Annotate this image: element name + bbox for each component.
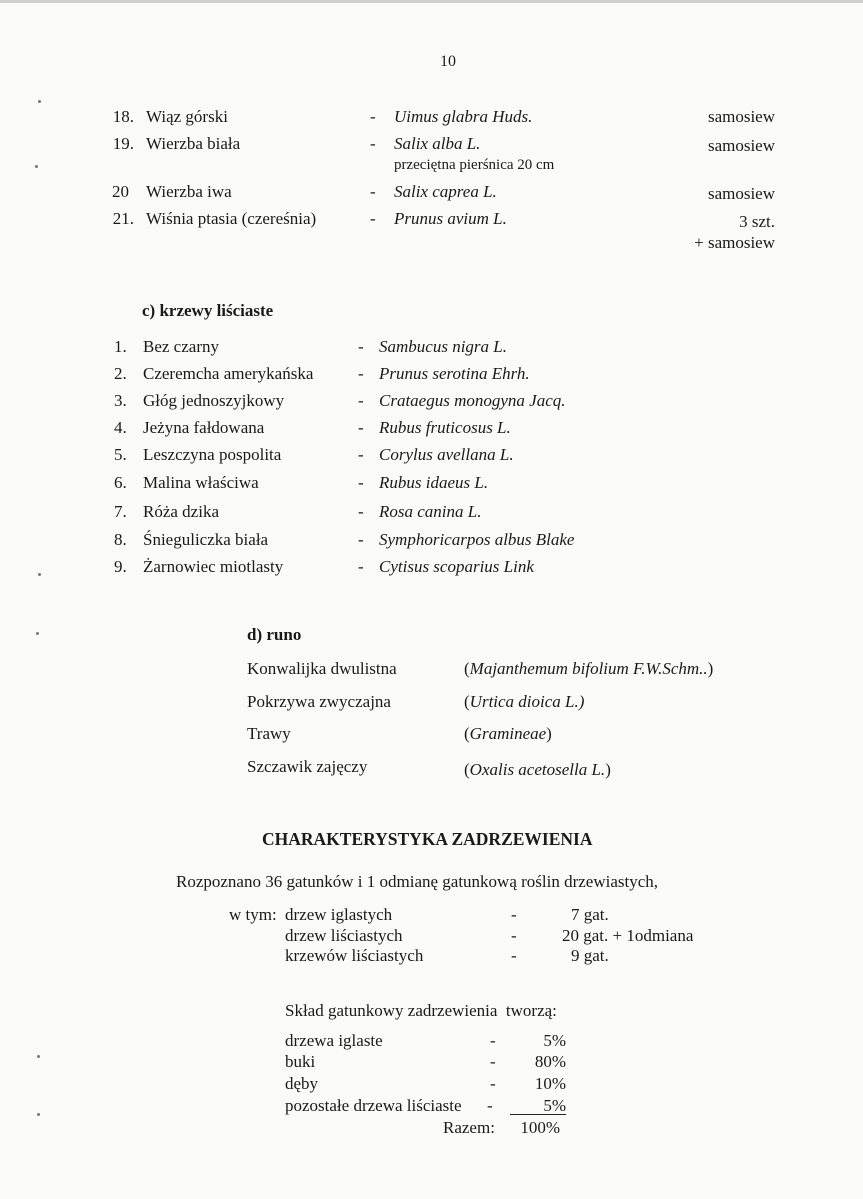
tree-dash: -	[370, 182, 376, 201]
composition-dash: -	[487, 1096, 493, 1115]
tree-status: samosiew	[707, 107, 775, 126]
composition-value: 10%	[534, 1074, 566, 1093]
summary-dash: -	[511, 946, 517, 965]
shrub-latin: Prunus serotina Ehrh.	[379, 364, 530, 383]
runo-latin-line	[464, 692, 584, 712]
runo-latin: Gramineae	[469, 724, 547, 743]
shrub-name: Czeremcha amerykańska	[143, 364, 314, 383]
summary-label: krzewów liściastych	[285, 946, 424, 965]
summary-dash: -	[511, 905, 517, 924]
runo-latin: Urtica dioica L.)	[469, 692, 585, 711]
shrub-num: 2.	[114, 364, 127, 383]
runo-latin-line	[464, 760, 611, 780]
shrub-num: 3.	[114, 391, 127, 410]
shrub-dash: -	[358, 418, 364, 437]
paren-close: )	[707, 659, 714, 678]
shrub-latin: Cytisus scoparius Link	[379, 557, 534, 576]
shrub-name: Jeżyna fałdowana	[143, 418, 265, 437]
paren-open: (	[464, 760, 470, 779]
shrub-dash: -	[358, 445, 364, 464]
composition-value: 5%	[543, 1096, 566, 1115]
runo-latin: Oxalis acetosella L.	[469, 760, 606, 779]
section-heading: CHARAKTERYSTYKA ZADRZEWIENIA	[262, 829, 593, 849]
tree-latin: Prunus avium L.	[394, 209, 507, 228]
summary-wtym: w tym:	[229, 905, 277, 924]
runo-name: Trawy	[247, 724, 291, 743]
shrub-latin: Symphoricarpos albus Blake	[379, 530, 575, 549]
shrub-dash: -	[358, 530, 364, 549]
shrub-dash: -	[358, 364, 364, 383]
runo-heading: d) runo	[247, 625, 302, 644]
shrub-name: Malina właściwa	[143, 473, 259, 492]
total-value: 100%	[520, 1118, 560, 1137]
summary-value: 7 gat.	[571, 905, 609, 924]
tree-status-extra: + samosiew	[694, 233, 775, 252]
shrub-dash: -	[358, 391, 364, 410]
shrub-dash: -	[358, 557, 364, 576]
composition-value: 5%	[543, 1031, 566, 1050]
scan-speck	[38, 573, 41, 576]
paren-open: (	[464, 659, 470, 678]
shrub-name: Róża dzika	[143, 502, 219, 521]
paren-open: (	[464, 692, 470, 711]
shrubs-heading: c) krzewy liściaste	[142, 301, 274, 320]
runo-name: Pokrzywa zwyczajna	[247, 692, 391, 711]
shrub-latin: Rosa canina L.	[379, 502, 482, 521]
tree-dash: -	[370, 134, 376, 153]
tree-dash: -	[370, 107, 376, 126]
tree-dash: -	[370, 209, 376, 228]
summary-value: 20 gat. + 1odmiana	[562, 926, 694, 945]
shrub-num: 5.	[114, 445, 127, 464]
tree-status: 3 szt.	[739, 212, 775, 231]
paren-open: (	[464, 724, 470, 743]
composition-dash: -	[490, 1074, 496, 1093]
composition-intro: Skład gatunkowy zadrzewienia tworzą:	[285, 1001, 557, 1020]
shrub-num: 4.	[114, 418, 127, 437]
summary-dash: -	[511, 926, 517, 945]
shrub-latin: Crataegus monogyna Jacq.	[379, 391, 566, 410]
shrub-num: 1.	[114, 337, 127, 356]
summary-intro: Rozpoznano 36 gatunków i 1 odmianę gatunkową roślin drzewiastych,	[176, 872, 659, 891]
summary-label: drzew liściastych	[285, 926, 403, 945]
shrub-num: 8.	[114, 530, 127, 549]
shrub-name: Żarnowiec miotlasty	[143, 557, 284, 576]
scan-top-edge	[0, 0, 863, 3]
tree-name: Wierzba iwa	[146, 182, 232, 201]
shrub-name: Leszczyna pospolita	[143, 445, 282, 464]
summary-value: 9 gat.	[571, 946, 609, 965]
page-number: 10	[440, 53, 456, 70]
tree-num: 20	[112, 182, 129, 201]
tree-latin: Salix caprea L.	[394, 182, 497, 201]
runo-latin-line	[464, 724, 552, 744]
tree-status: samosiew	[707, 184, 775, 203]
runo-latin-line	[464, 659, 713, 679]
scan-speck	[37, 1113, 40, 1116]
shrub-dash: -	[358, 473, 364, 492]
tree-latin: Uimus glabra Huds.	[394, 107, 533, 126]
composition-label: pozostałe drzewa liściaste	[285, 1096, 462, 1115]
shrub-latin: Rubus idaeus L.	[379, 473, 489, 492]
tree-name: Wiśnia ptasia (czereśnia)	[146, 209, 317, 228]
shrub-latin: Rubus fruticosus L.	[379, 418, 511, 437]
tree-latin: Salix alba L.	[394, 134, 481, 153]
composition-label: buki	[285, 1052, 316, 1071]
runo-latin: Majanthemum bifolium F.W.Schm..	[469, 659, 708, 678]
shrub-name: Głóg jednoszyjkowy	[143, 391, 285, 410]
scan-speck	[35, 165, 38, 168]
runo-name: Szczawik zajęczy	[247, 757, 368, 776]
tree-num: 19.	[112, 134, 134, 153]
tree-num: 21.	[112, 209, 134, 228]
scan-speck	[38, 100, 41, 103]
shrub-latin: Corylus avellana L.	[379, 445, 514, 464]
scan-speck	[36, 632, 39, 635]
shrub-num: 9.	[114, 557, 127, 576]
tree-name: Wierzba biała	[146, 134, 241, 153]
shrub-name: Bez czarny	[143, 337, 219, 356]
total-label: Razem:	[443, 1118, 495, 1137]
paren-close: )	[546, 724, 552, 743]
composition-value: 80%	[534, 1052, 566, 1071]
summary-label: drzew iglastych	[285, 905, 393, 924]
runo-name: Konwalijka dwulistna	[247, 659, 397, 678]
scan-speck	[37, 1055, 40, 1058]
tree-status: samosiew	[707, 136, 775, 155]
shrub-latin: Sambucus nigra L.	[379, 337, 507, 356]
shrub-dash: -	[358, 502, 364, 521]
composition-label: dęby	[285, 1074, 319, 1093]
shrub-num: 7.	[114, 502, 127, 521]
paren-close: )	[605, 760, 611, 779]
composition-dash: -	[490, 1052, 496, 1071]
shrub-name: Śnieguliczka biała	[143, 530, 269, 549]
tree-num: 18.	[112, 107, 134, 126]
tree-note: przeciętna pierśnica 20 cm	[394, 157, 555, 173]
composition-label: drzewa iglaste	[285, 1031, 383, 1050]
composition-dash: -	[490, 1031, 496, 1050]
tree-name: Wiąz górski	[146, 107, 228, 126]
shrub-dash: -	[358, 337, 364, 356]
shrub-num: 6.	[114, 473, 127, 492]
